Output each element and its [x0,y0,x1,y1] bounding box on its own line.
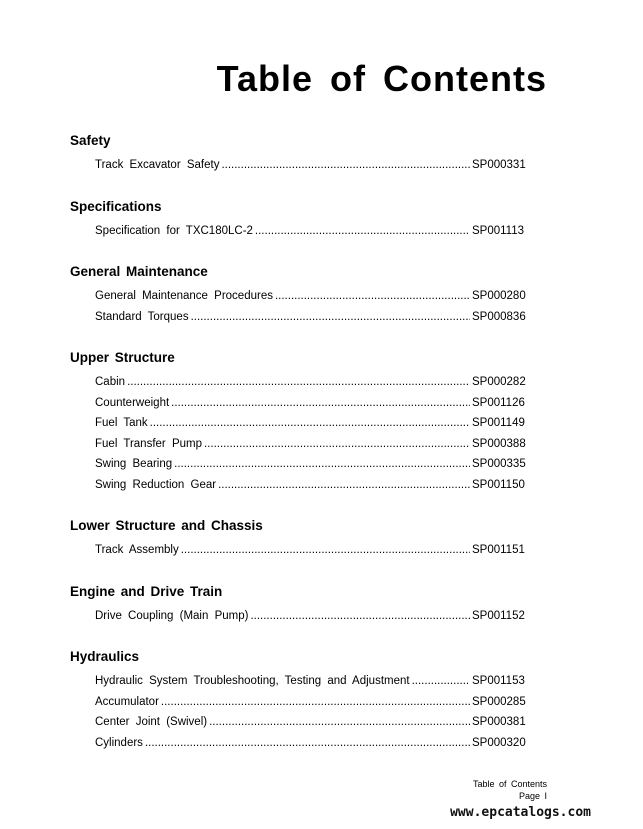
toc-entry[interactable] [70,393,530,414]
dot-leader [250,606,470,627]
dot-leader [181,540,470,561]
toc-entry[interactable] [70,692,530,713]
footer-document-title: Table of Contents [472,779,547,789]
dot-leader [255,221,470,242]
entry-title: Drive Coupling (Main Pump) [95,609,249,622]
toc-entry[interactable] [70,671,530,692]
watermark-text: www.epcatalogs.com [450,805,591,820]
entry-section-code: SP001126 [472,396,525,409]
entry-section-code: SP001149 [472,417,525,429]
entry-section-code: SP000335 [472,458,526,470]
entry-section-code: SP000320 [472,736,526,749]
toc-entry[interactable] [70,372,530,393]
entry-title: Counterweight [95,396,170,409]
dot-leader [221,155,470,176]
toc-entry[interactable] [70,434,530,455]
page-footer [473,778,547,802]
entry-title: Cylinders [95,736,143,749]
section-heading: Safety [70,133,111,148]
toc-section [70,263,530,327]
dot-leader [161,692,470,713]
entry-section-code: SP001152 [472,609,525,622]
toc-entry[interactable] [70,606,530,627]
toc-entry[interactable] [70,286,530,307]
toc-entry[interactable] [70,733,530,754]
toc-section [70,583,530,627]
entry-title: General Maintenance Procedures [95,290,273,302]
entry-section-code: SP001153 [472,675,525,687]
entry-title: Fuel Tank [95,417,148,429]
dot-leader [171,393,470,414]
entry-section-code: SP001151 [472,544,525,556]
entry-section-code: SP000836 [472,310,526,323]
section-heading: General Maintenance [70,264,208,279]
dot-leader [204,434,470,455]
section-heading: Engine and Drive Train [70,583,223,599]
dot-leader [412,671,470,692]
dot-leader [275,286,470,307]
section-heading: Specifications [70,198,162,214]
toc-entry[interactable] [70,155,530,176]
page-title: Table of Contents [216,58,547,99]
footer-page-number: Page I [518,791,547,801]
dot-leader [218,475,470,496]
toc-entry[interactable] [70,454,530,475]
table-of-contents [70,132,530,753]
toc-section [70,132,530,176]
toc-section [70,648,530,753]
entry-section-code: SP001150 [472,478,525,491]
entry-section-code: SP000388 [472,437,526,450]
section-heading: Hydraulics [70,649,140,664]
entry-title: Track Assembly [95,544,179,556]
toc-section [70,198,530,242]
entry-section-code: SP000331 [472,159,526,171]
toc-section [70,517,530,561]
dot-leader [145,733,470,754]
entry-title: Fuel Transfer Pump [95,437,202,450]
dot-leader [209,712,470,733]
entry-title: Track Excavator Safety [95,159,220,171]
entry-section-code: SP000282 [472,376,526,388]
entry-section-code: SP000280 [472,290,526,302]
entry-section-code: SP001113 [472,224,525,237]
entry-title: Cabin [95,376,126,388]
section-heading: Upper Structure [70,350,175,365]
dot-leader [150,413,470,434]
toc-entry[interactable] [70,413,530,434]
toc-section [70,349,530,495]
entry-title: Swing Bearing [95,458,173,470]
entry-title: Accumulator [95,695,159,708]
entry-title: Hydraulic System Troubleshooting, Testing and Adjustment [95,675,410,687]
section-heading: Lower Structure and Chassis [70,518,263,533]
entry-section-code: SP000285 [472,695,526,708]
toc-entry[interactable] [70,307,530,328]
entry-title: Specification for TXC180LC-2 [95,224,253,237]
dot-leader [191,307,470,328]
toc-entry[interactable] [70,221,530,242]
toc-entry[interactable] [70,712,530,733]
toc-entry[interactable] [70,475,530,496]
entry-title: Standard Torques [95,310,189,323]
entry-section-code: SP000381 [472,716,526,728]
dot-leader [127,372,470,393]
entry-title: Swing Reduction Gear [95,478,217,491]
entry-title: Center Joint (Swivel) [95,716,208,728]
dot-leader [174,454,470,475]
toc-entry[interactable] [70,540,530,561]
